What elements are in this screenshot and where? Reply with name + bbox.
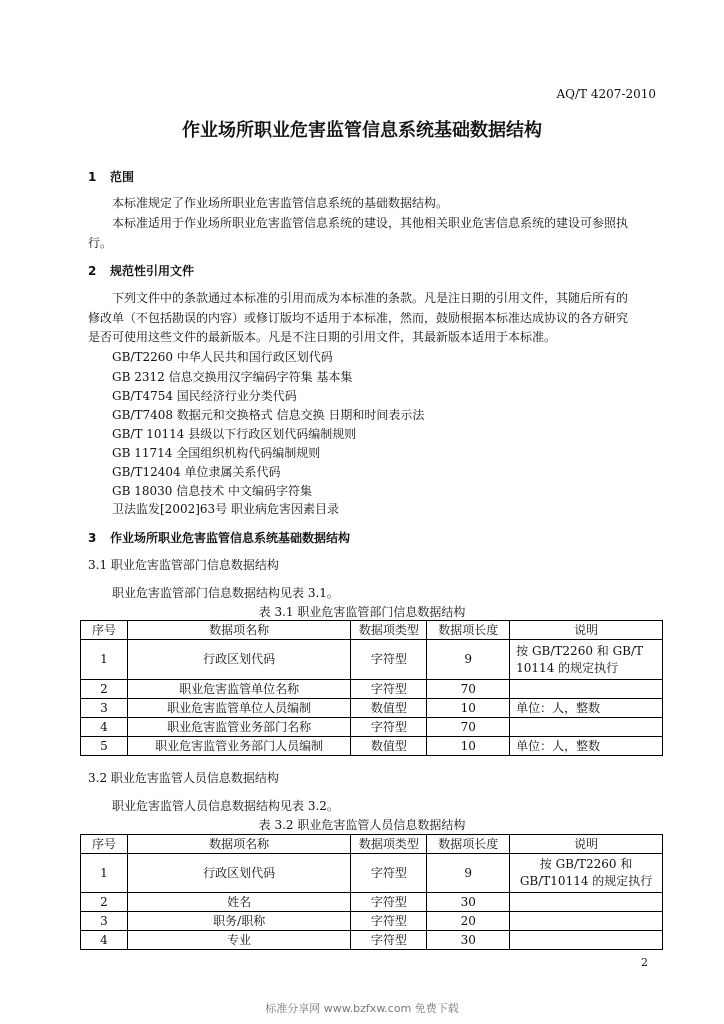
table-row — [81, 699, 663, 718]
table-cell: 4 — [81, 931, 128, 950]
section-number: 3 — [88, 531, 97, 545]
table-cell: 9 — [427, 854, 510, 893]
section-number: 2 — [88, 264, 97, 278]
table-cell: 10 — [427, 699, 510, 718]
reference-item: GB/T12404 单位隶属关系代码 — [112, 465, 281, 479]
table-cell: 职业危害监管单位名称 — [127, 680, 351, 699]
paragraph: 下列文件中的条款通过本标准的引用而成为本标准的条款。凡是注日期的引用文件，其随后所有的 — [112, 291, 629, 305]
table-cell: 行政区划代码 — [127, 640, 351, 680]
table-row — [81, 718, 663, 737]
table-cell: 职业危害监管单位人员编制 — [127, 699, 351, 718]
table-cell: 字符型 — [351, 640, 427, 680]
subsection-3-2-heading: 3.2 职业危害监管人员信息数据结构 — [88, 771, 279, 785]
page-number: 2 — [641, 956, 648, 969]
table-cell — [510, 680, 663, 699]
table-cell: 数值型 — [351, 699, 427, 718]
reference-item: GB/T2260 中华人民共和国行政区划代码 — [112, 350, 333, 364]
table-3-2-caption: 表 3.2 职业危害监管人员信息数据结构 — [258, 818, 466, 832]
reference-item: GB/T4754 国民经济行业分类代码 — [112, 389, 297, 403]
reference-item: GB/T 10114 县级以下行政区划代码编制规则 — [112, 427, 357, 441]
table-cell: 字符型 — [351, 854, 427, 893]
paragraph: 本标准规定了作业场所职业危害监管信息系统的基础数据结构。 — [112, 196, 449, 210]
table-cell: 字符型 — [351, 893, 427, 912]
table-row — [81, 893, 663, 912]
table-header-row — [81, 835, 663, 854]
section-title: 规范性引用文件 — [110, 264, 195, 278]
table-cell: 3 — [81, 912, 128, 931]
subsection-3-1-heading: 3.1 职业危害监管部门信息数据结构 — [88, 558, 279, 572]
col-header: 说明 — [510, 621, 663, 640]
table-cell: 3 — [81, 699, 128, 718]
page-title: 作业场所职业危害监管信息系统基础数据结构 — [182, 120, 542, 141]
section-title: 范围 — [110, 170, 135, 184]
reference-item: GB 18030 信息技术 中文编码字符集 — [112, 484, 313, 498]
col-header: 数据项名称 — [127, 835, 351, 854]
reference-item: 卫法监发[2002]63号 职业病危害因素目录 — [112, 502, 339, 516]
table-row — [81, 912, 663, 931]
paragraph: 本标准适用于作业场所职业危害监管信息系统的建设，其他相关职业危害信息系统的建设可参照执 — [112, 216, 629, 230]
table-cell: 字符型 — [351, 912, 427, 931]
table-cell: 2 — [81, 893, 128, 912]
col-header: 数据项类型 — [351, 621, 427, 640]
col-header: 序号 — [81, 621, 128, 640]
reference-item: GB 2312 信息交换用汉字编码字符集 基本集 — [112, 370, 353, 384]
table-cell — [510, 893, 663, 912]
table-cell: 2 — [81, 680, 128, 699]
section-title: 作业场所职业危害监管信息系统基础数据结构 — [110, 531, 351, 545]
table-cell: 4 — [81, 718, 128, 737]
table-3-1-caption: 表 3.1 职业危害监管部门信息数据结构 — [258, 605, 466, 619]
table-cell: 字符型 — [351, 680, 427, 699]
col-header: 数据项长度 — [427, 621, 510, 640]
table-cell: 单位：人，整数 — [510, 737, 663, 756]
table-cell: 10 — [427, 737, 510, 756]
standard-code: AQ/T 4207-2010 — [556, 87, 656, 101]
table-cell: 行政区划代码 — [127, 854, 351, 893]
table-cell: 5 — [81, 737, 128, 756]
col-header: 序号 — [81, 835, 128, 854]
table-cell: 30 — [427, 931, 510, 950]
table-row — [81, 640, 663, 680]
table-cell: 70 — [427, 718, 510, 737]
table-row — [81, 680, 663, 699]
col-header: 数据项长度 — [427, 835, 510, 854]
table-header-row — [81, 621, 663, 640]
table-row — [81, 854, 663, 893]
table-cell — [510, 912, 663, 931]
reference-item: GB 11714 全国组织机构代码编制规则 — [112, 446, 321, 460]
footer-watermark[interactable]: 标准分享网 www.bzfxw.com 免费下载 — [265, 1002, 459, 1015]
paragraph: 是否可使用这些文件的最新版本。凡是不注日期的引用文件，其最新版本适用于本标准。 — [88, 330, 557, 344]
reference-item: GB/T7408 数据元和交换格式 信息交换 日期和时间表示法 — [112, 408, 425, 422]
paragraph: 职业危害监管部门信息数据结构见表 3.1。 — [112, 586, 339, 600]
table-cell: 按 GB/T2260 和 GB/T10114 的规定执行 — [510, 854, 663, 893]
table-cell: 字符型 — [351, 931, 427, 950]
table-cell: 1 — [81, 640, 128, 680]
section-2-heading — [88, 262, 194, 279]
table-cell: 70 — [427, 680, 510, 699]
table-cell — [510, 718, 663, 737]
table-cell: 字符型 — [351, 718, 427, 737]
table-cell: 职业危害监管业务部门人员编制 — [127, 737, 351, 756]
table-cell: 数值型 — [351, 737, 427, 756]
paragraph: 行。 — [88, 236, 113, 250]
col-header: 数据项名称 — [127, 621, 351, 640]
table-3-2 — [80, 834, 663, 950]
table-cell: 姓名 — [127, 893, 351, 912]
table-cell — [510, 931, 663, 950]
table-cell: 职务/职称 — [127, 912, 351, 931]
section-3-heading — [88, 529, 350, 546]
paragraph: 职业危害监管人员信息数据结构见表 3.2。 — [112, 799, 339, 813]
table-row — [81, 737, 663, 756]
table-cell: 9 — [427, 640, 510, 680]
table-cell: 职业危害监管业务部门名称 — [127, 718, 351, 737]
table-cell: 20 — [427, 912, 510, 931]
table-cell: 30 — [427, 893, 510, 912]
col-header: 数据项类型 — [351, 835, 427, 854]
table-row — [81, 931, 663, 950]
section-1-heading — [88, 168, 134, 185]
table-cell: 按 GB/T2260 和 GB/T 10114 的规定执行 — [510, 640, 663, 680]
paragraph: 修改单（不包括勘误的内容）或修订版均不适用于本标准，然而，鼓励根据本标准达成协议的各方研究 — [88, 311, 629, 325]
table-cell: 专业 — [127, 931, 351, 950]
table-cell: 1 — [81, 854, 128, 893]
section-number: 1 — [88, 170, 97, 184]
table-3-1 — [80, 620, 663, 756]
table-cell: 单位：人，整数 — [510, 699, 663, 718]
col-header: 说明 — [510, 835, 663, 854]
